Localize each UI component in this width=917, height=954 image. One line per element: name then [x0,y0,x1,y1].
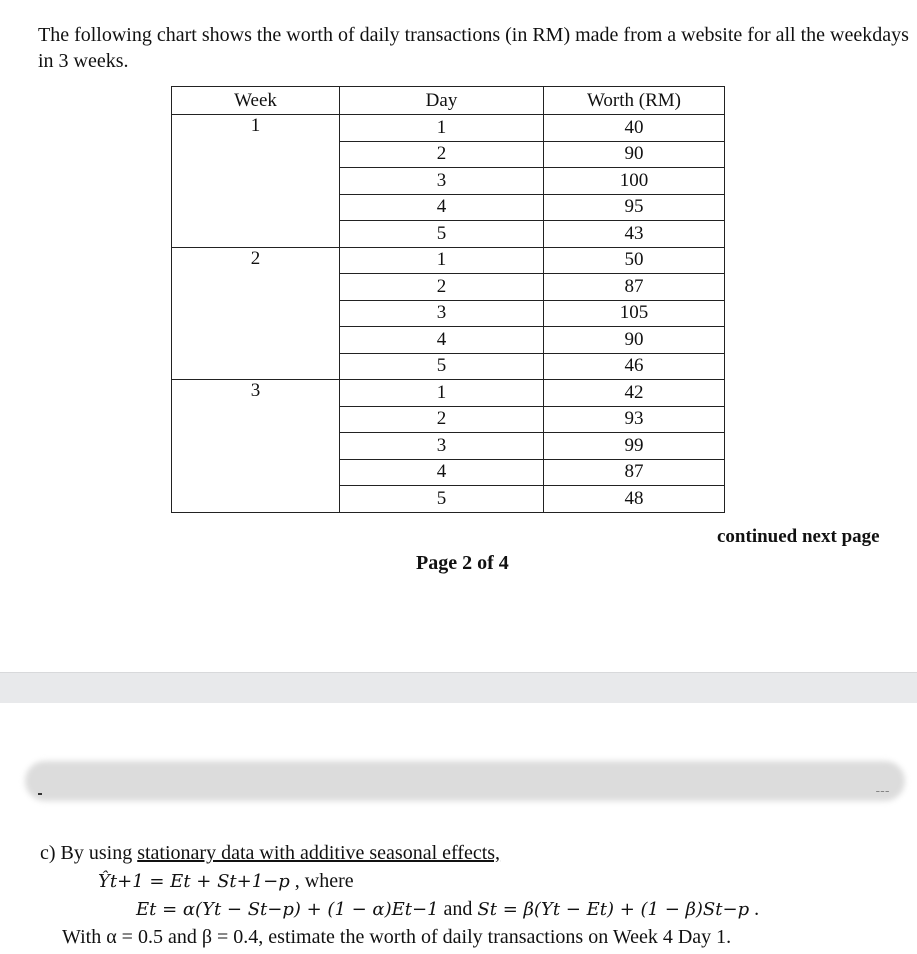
day-cell: 5 [340,353,544,380]
day-cell: 4 [340,459,544,486]
day-cell: 4 [340,327,544,354]
header-day: Day [340,87,544,115]
day-cell: 2 [340,141,544,168]
forecast-equation: Ŷt+1 = Et + St+1−p [98,871,290,892]
smoothing-equations-line: Et = α(Yt − St−p) + (1 − α)Et−1 and St = β(Yt − Et) + (1 − β)St−p . [136,898,760,920]
worth-cell: 99 [544,433,725,460]
day-cell: 1 [340,115,544,142]
worth-cell: 46 [544,353,725,380]
redacted-region [25,761,905,801]
forecast-equation-line [98,867,354,896]
table-header-row [172,87,725,115]
day-cell: 2 [340,406,544,433]
document-page-3 [0,703,917,954]
question-intro [40,839,500,867]
worth-cell: 93 [544,406,725,433]
worth-cell: 43 [544,221,725,248]
page-separator [0,672,917,704]
day-cell: 1 [340,380,544,407]
day-cell: 5 [340,221,544,248]
redaction-dash [38,793,42,795]
worth-cell: 87 [544,274,725,301]
table-row [172,247,725,274]
and-text: and [438,898,478,920]
where-text: , where [289,870,354,892]
day-cell: 3 [340,300,544,327]
question-task: With α = 0.5 and β = 0.4, estimate the worth of daily transactions on Week 4 Day 1. [62,926,732,948]
day-cell: 2 [340,274,544,301]
worth-cell: 48 [544,486,725,513]
page-number: Page 2 of 4 [416,552,509,574]
table-row [172,380,725,407]
worth-cell: 105 [544,300,725,327]
day-cell: 1 [340,247,544,274]
worth-cell: 90 [544,327,725,354]
intro-paragraph: The following chart shows the worth of daily transactions (in RM) made from a website for all the weekdays in 3 weeks. [38,24,909,72]
redaction-mark: ˍˍˍ [876,781,890,793]
question-prefix: c) By using [40,842,138,864]
day-cell: 3 [340,168,544,195]
week-cell: 1 [172,115,340,248]
worth-cell: 87 [544,459,725,486]
question-underlined: stationary data with additive seasonal effects, [137,842,501,864]
header-week: Week [172,87,340,115]
worth-cell: 50 [544,247,725,274]
worth-cell: 90 [544,141,725,168]
week-cell: 3 [172,380,340,513]
table-body [172,115,725,513]
worth-cell: 100 [544,168,725,195]
day-cell: 5 [340,486,544,513]
table-row [172,115,725,142]
day-cell: 3 [340,433,544,460]
worth-cell: 40 [544,115,725,142]
season-equation: St = β(Yt − Et) + (1 − β)St−p [477,899,750,920]
level-equation: Et = α(Yt − St−p) + (1 − α)Et−1 [136,899,439,920]
week-cell: 2 [172,247,340,380]
day-cell: 4 [340,194,544,221]
continued-note: continued next page [717,526,880,547]
header-worth: Worth (RM) [544,87,725,115]
worth-cell: 95 [544,194,725,221]
worth-cell: 42 [544,380,725,407]
transactions-table [171,86,725,513]
